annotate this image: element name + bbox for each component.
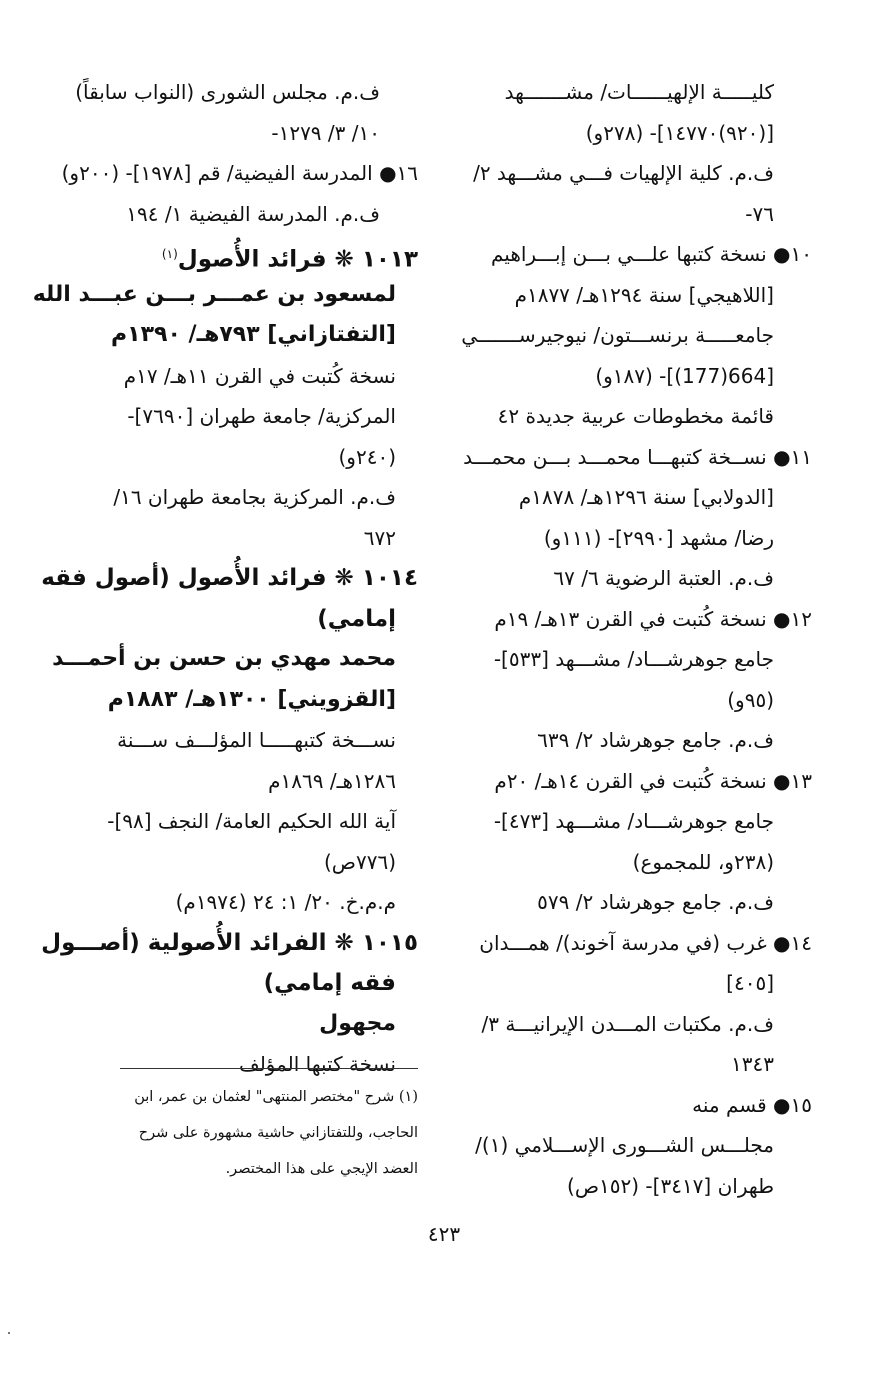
author-line: محمد مهدي بن حسن بن أحمـــد bbox=[52, 646, 396, 671]
entry-line: ١٤● غرب (في مدرسة آخوند)/ همـــدان bbox=[479, 930, 812, 955]
author-line: [التفتازاني] ٧٩٣هـ/ ١٣٩٠م bbox=[111, 322, 396, 347]
text-line: ١٣٤٣ bbox=[731, 1052, 774, 1076]
entry-heading: ١٠١٤ ❋ فرائد الأُصول (أصول فقه bbox=[41, 565, 418, 591]
entry-heading: ١٠١٥ ❋ الفرائد الأُصولية (أصـــول bbox=[41, 929, 418, 956]
author-line: [القزويني] ١٣٠٠هـ/ ١٨٨٣م bbox=[107, 686, 396, 712]
author-line: مجهول bbox=[319, 1010, 396, 1036]
page-number: ٤٢٣ bbox=[427, 1222, 461, 1246]
text-line: ف.م. مكتبات المـــدن الإيرانيـــة ٣/ bbox=[481, 1011, 774, 1036]
text-line: ٧٦- bbox=[745, 201, 774, 226]
text-line: نسخة كُتبت في القرن ١١هـ/ ١٧م bbox=[123, 363, 396, 388]
text-line: م.م.خ. ٢٠/ ١: ٢٤ (١٩٧٤م) bbox=[175, 890, 396, 914]
footnote-rule bbox=[120, 1068, 418, 1069]
text-line: ف.م. المدرسة الفيضية ١/ ١٩٤ bbox=[126, 201, 380, 226]
footnote bbox=[78, 1079, 418, 1187]
footnote-marker: (١) bbox=[161, 247, 178, 261]
text-line: (٩٥و) bbox=[727, 687, 774, 712]
text-line: ١٠/ ٣/ ١٢٧٩- bbox=[271, 120, 380, 145]
text-line: (٢٤٠و) bbox=[338, 444, 396, 469]
text-line: [٤٠٥] bbox=[726, 971, 774, 995]
author-line: لمسعود بن عمـــر بـــن عبـــد الله bbox=[32, 281, 396, 307]
entry-line: ١٢● نسخة كُتبت في القرن ١٣هـ/ ١٩م bbox=[494, 606, 812, 631]
text-line: ف.م. جامع جوهرشاد ٢/ ٥٧٩ bbox=[537, 890, 774, 914]
left-column bbox=[32, 72, 418, 1085]
footnote-line: العضد الإيجي على هذا المختصر. bbox=[225, 1161, 418, 1177]
text-line: المركزية/ جامعة طهران [٧٦٩٠]- bbox=[127, 404, 396, 428]
text-line: ٦٧٢ bbox=[363, 525, 396, 550]
text-line: جامعـــــة برنســـتون/ نيوجيرســـــــي bbox=[461, 323, 774, 347]
entry-line: ١٦● المدرسة الفيضية/ قم [١٩٧٨]- (٢٠٠و) bbox=[61, 161, 418, 185]
text-line: [اللاهيجي] سنة ١٢٩٤هـ/ ١٨٧٧م bbox=[514, 282, 774, 307]
entry-heading: فقه إمامي) bbox=[263, 970, 396, 996]
entry-line: ١٣● نسخة كُتبت في القرن ١٤هـ/ ٢٠م bbox=[494, 768, 812, 793]
entry-heading bbox=[73, 234, 418, 275]
entry-line: ١٠● نسخة كتبها علـــي بـــن إبـــراهيم bbox=[490, 242, 812, 266]
text-line: طهران [٣٤١٧]- (١٥٢ص) bbox=[567, 1173, 774, 1198]
text-line: مجلـــس الشـــورى الإســـلامي (١)/ bbox=[475, 1133, 774, 1157]
text-line: [الدولابي] سنة ١٢٩٦هـ/ ١٨٧٨م bbox=[518, 485, 774, 509]
text-line: ف.م. العتبة الرضوية ٦/ ٦٧ bbox=[553, 566, 774, 590]
text-line: ف.م. مجلس الشورى (النواب سابقاً) bbox=[75, 80, 380, 104]
text-line: ١٢٨٦هـ/ ١٨٦٩م bbox=[268, 768, 396, 793]
text-line: آية الله الحكيم العامة/ النجف [٩٨]- bbox=[107, 809, 396, 833]
text-line: (٢٣٨و، للمجموع) bbox=[632, 849, 774, 874]
footnote-line: الحاجب، وللتفتازاني حاشية مشهورة على شرح bbox=[138, 1125, 418, 1141]
text-line: نسخة كتبها المؤلف bbox=[238, 1052, 396, 1076]
text-line: قائمة مخطوطات عربية جديدة ٤٢ bbox=[497, 404, 774, 428]
scan-speck bbox=[8, 1332, 10, 1334]
entry-line: ١١● نســخة كتبهـــا محمـــد بـــن محمـــد bbox=[463, 444, 812, 469]
text-line: [664(177)]- (١٨٧و) bbox=[595, 363, 774, 388]
entry-line: ١٥● قسم منه bbox=[692, 1092, 812, 1117]
text-line: ف.م. كلية الإلهيات فـــي مشـــهد ٢/ bbox=[473, 161, 774, 185]
entry-heading-text: ١٠١٣ ❋ فرائد الأُصول bbox=[177, 246, 418, 273]
text-line: نســـخة كتبهـــــا المؤلـــف ســـنة bbox=[117, 728, 396, 752]
entry-heading: إمامي) bbox=[317, 605, 396, 632]
text-line: [(٩٢٠)١٤٧٧٠]- (٢٧٨و) bbox=[585, 120, 774, 145]
footnote-line: (١) شرح "مختصر المنتهى" لعثمان بن عمر، ابن bbox=[134, 1089, 418, 1105]
text-line: كليـــــة الإلهيــــــات/ مشـــــــهد bbox=[504, 80, 774, 104]
text-line: ف.م. المركزية بجامعة طهران ١٦/ bbox=[113, 485, 396, 509]
text-line: ف.م. جامع جوهرشاد ٢/ ٦٣٩ bbox=[537, 728, 774, 752]
text-line: جامع جوهرشـــاد/ مشـــهد [٤٧٣]- bbox=[493, 809, 774, 833]
text-line: جامع جوهرشـــاد/ مشـــهد [٥٣٣]- bbox=[493, 647, 774, 671]
text-line: (٧٧٦ص) bbox=[323, 849, 396, 874]
text-line: رضا/ مشهد [٢٩٩٠]- (١١١و) bbox=[543, 525, 774, 550]
right-column bbox=[461, 72, 812, 1206]
